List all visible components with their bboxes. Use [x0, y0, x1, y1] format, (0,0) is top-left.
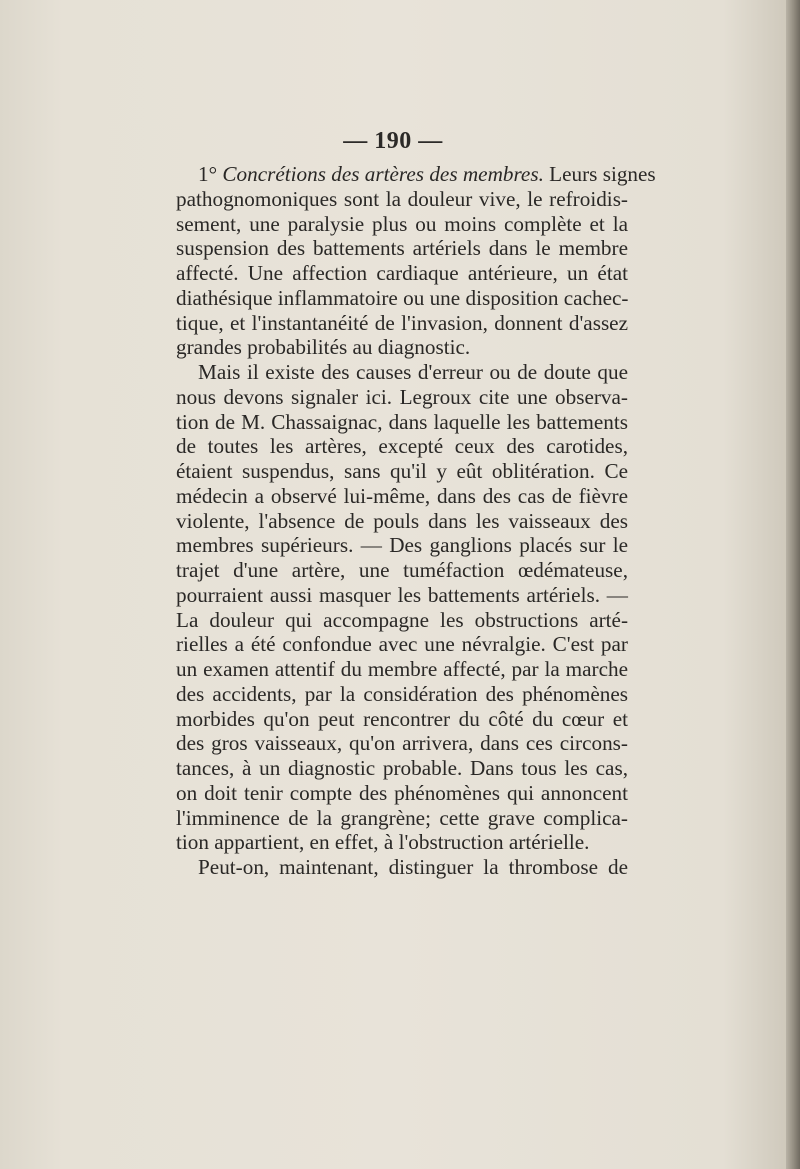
text-line: trajet d'une artère, une tuméfaction œdémateuse,	[176, 558, 628, 582]
text-line: des gros vaisseaux, qu'on arrivera, dans ces circons-	[176, 731, 628, 756]
text-line: Peut-on, maintenant, distinguer la thrombose de	[198, 855, 628, 879]
text-line: étaient suspendus, sans qu'il y eût oblitération. Ce	[176, 459, 628, 483]
text-line: grandes probabilités au diagnostic.	[176, 335, 471, 360]
text-line: Mais il existe des causes d'erreur ou de doute que	[198, 360, 628, 384]
text-line: pourraient aussi masquer les battements artériels. —	[176, 582, 628, 607]
text-line: rielles a été confondue avec une névralgie. C'est par	[176, 632, 628, 657]
page-number: — 190 —	[343, 128, 443, 154]
body-text	[176, 162, 656, 880]
text-line: tion appartient, en effet, à l'obstruction artérielle.	[176, 830, 590, 855]
text-line: on doit tenir compte des phénomènes qui annoncent	[176, 780, 628, 805]
text-line: de toutes les artères, excepté ceux des carotides,	[176, 434, 628, 459]
text-line: pathognomoniques sont la douleur vive, le refroidis-	[176, 186, 628, 211]
text-line: nous devons signaler ici. Legroux cite une observa-	[176, 384, 628, 409]
text-line: La douleur qui accompagne les obstructions arté-	[176, 607, 628, 632]
text-line: morbides qu'on peut rencontrer du côté du cœur et	[176, 706, 628, 731]
text-line: membres supérieurs. — Des ganglions placés sur le	[176, 533, 628, 558]
text-line: l'imminence de la grangrène; cette grave complica-	[176, 805, 628, 830]
text-line: suspension des battements artériels dans le membre	[176, 236, 628, 261]
text-line: tique, et l'instantanéité de l'invasion, donnent d'assez	[176, 310, 628, 335]
page-edge-shadow	[786, 0, 800, 1169]
text-line: un examen attentif du membre affecté, par la marche	[176, 657, 628, 681]
text-line: sement, une paralysie plus ou moins complète et la	[176, 211, 628, 236]
text-line: des accidents, par la considération des phénomènes	[176, 681, 628, 706]
section-heading-italic: 1° Concrétions des artères des membres. Leurs signes	[198, 162, 656, 186]
text-line: affecté. Une affection cardiaque antérieure, un état	[176, 261, 628, 285]
text-line: violente, l'absence de pouls dans les vaisseaux des	[176, 508, 628, 533]
text-line: tances, à un diagnostic probable. Dans tous les cas,	[176, 756, 628, 780]
text-line	[176, 162, 656, 187]
section-title-emphasis: Concrétions des artères des membres.	[222, 162, 544, 186]
text-line: diathésique inflammatoire ou une disposition cachec-	[176, 285, 629, 310]
text-line: médecin a observé lui-même, dans des cas de fièvre	[176, 483, 628, 508]
text-line: tion de M. Chassaignac, dans laquelle les battements	[176, 409, 628, 434]
